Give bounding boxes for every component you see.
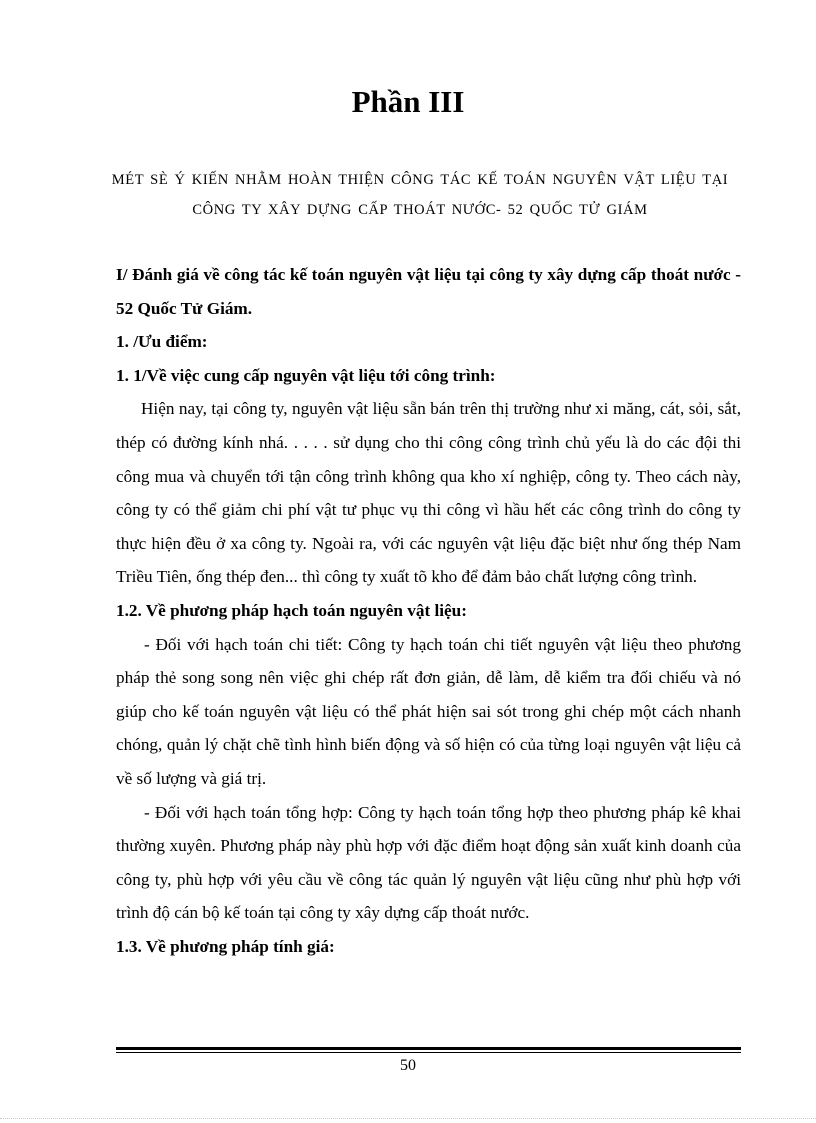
heading-accounting-method: 1.2. Về phương pháp hạch toán nguyên vật liệu: xyxy=(116,600,467,620)
heading-pricing-method: 1.3. Về phương pháp tính giá: xyxy=(116,936,335,956)
section-heading: I/ Đánh giá về công tác kế toán nguyên vật liệu tại công ty xây dựng cấp thoát nước - 52 Quốc Tử Giám. xyxy=(116,265,741,318)
paragraph-detailed-accounting: - Đối với hạch toán chi tiết: Công ty hạch toán chi tiết nguyên vật liệu theo phương pháp thẻ song song nên việc ghi chép rất đơn giản, dễ làm, dễ kiểm tra đối chiếu và nó giúp cho kế toán nguyên vật liệu có thể phát hiện sai sót trong ghi chép một cách nhanh chóng, quản lý chặt chẽ tình hình biến động và số hiện có của từng loại nguyên vật liệu cả về số lượng và giá trị. xyxy=(116,634,741,788)
footer-rule-thick xyxy=(116,1047,741,1050)
chapter-subtitle: MÉT SÈ Ý KIẾN NHẰM HOÀN THIỆN CÔNG TÁC KẾ TOÁN NGUYÊN VẬT LIỆU TẠI CÔNG TY XÂY DỰNG CẤP THOÁT NƯỚC- 52 QUỐC TỬ GIÁM xyxy=(111,172,729,218)
paragraph-general-accounting: - Đối với hạch toán tổng hợp: Công ty hạch toán tổng hợp theo phương pháp kê khai thường xuyên. Phương pháp này phù hợp với đặc điểm hoạt động sản xuất kinh doanh của công ty, phù hợp với yêu cầu về công tác quản lý nguyên vật liệu cũng như phù hợp với trình độ cán bộ kế toán tại công ty xây dựng cấp thoát nước. xyxy=(116,802,741,923)
heading-advantages: 1. /Ưu điểm: xyxy=(116,332,208,352)
page-number: 50 xyxy=(400,1057,416,1074)
page-edge-divider xyxy=(0,1118,816,1119)
part-title: Phần III xyxy=(351,84,465,119)
paragraph-material-supply: Hiện nay, tại công ty, nguyên vật liệu sẵn bán trên thị trường như xi măng, cát, sỏi, sắt, thép có đường kính nhá. . . . . sử dụng cho thi công công trình chủ yếu là do các đội thi công mua và chuyển tới tận công trình không qua kho xí nghiệp, công ty. Theo cách này, công ty có thể giảm chi phí vật tư phục vụ thi công vì hầu hết các công trình do công ty thực hiện đều ở xa công ty. Ngoài ra, với các nguyên vật liệu đặc biệt như ống thép Nam Triều Tiên, ống thép đen... thì công ty xuất tõ kho để đảm bảo chất lượng công trình. xyxy=(116,399,741,587)
footer-rule-thin xyxy=(116,1052,741,1053)
body-content xyxy=(116,258,741,963)
heading-material-supply: 1. 1/Về việc cung cấp nguyên vật liệu tới công trình: xyxy=(116,365,496,385)
